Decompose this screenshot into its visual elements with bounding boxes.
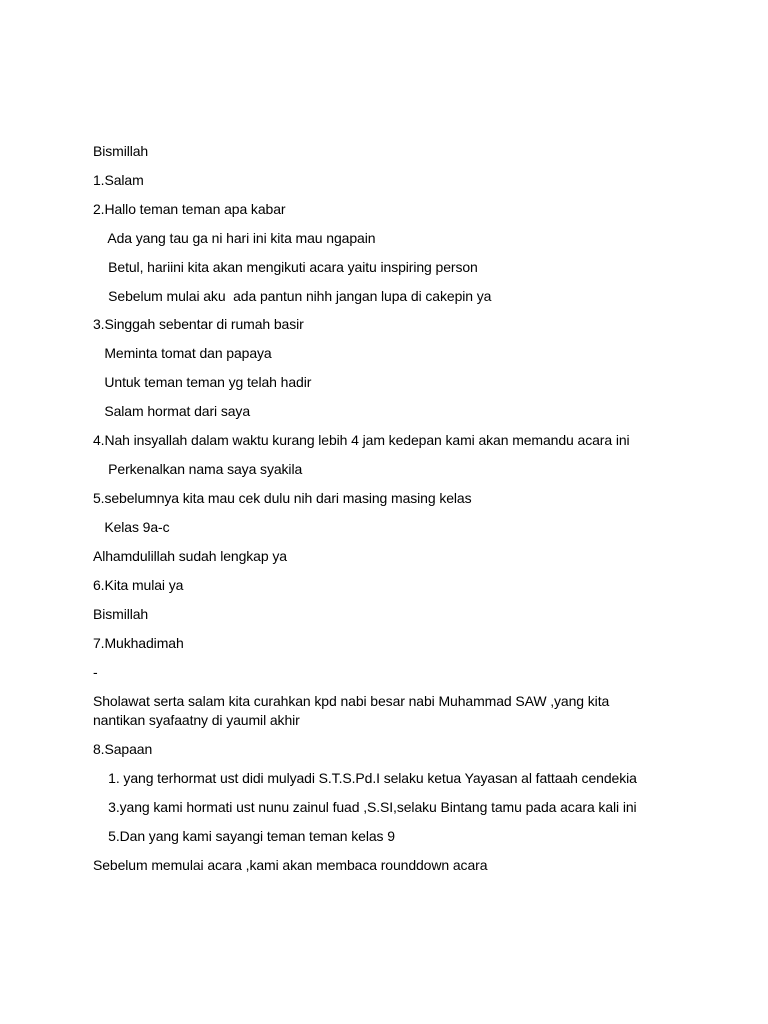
text-line: 7.Mukhadimah xyxy=(93,635,184,651)
text-line: Untuk teman teman yg telah hadir xyxy=(93,374,312,390)
text-paragraph: Sholawat serta salam kita curahkan kpd nabi besar nabi Muhammad SAW ,yang kita nantikan syafaatny di yaumil akhir xyxy=(93,693,610,728)
text-line: - xyxy=(93,664,98,680)
text-line: 6.Kita mulai ya xyxy=(93,577,184,593)
text-line: 8.Sapaan xyxy=(93,741,153,757)
text-line: 1. yang terhormat ust didi mulyadi S.T.S.Pd.I selaku ketua Yayasan al fattaah cendekia xyxy=(93,770,637,786)
text-line: 3.Singgah sebentar di rumah basir xyxy=(93,316,304,332)
text-line: Betul, hariini kita akan mengikuti acara yaitu inspiring person xyxy=(93,259,478,275)
text-line: Perkenalkan nama saya syakila xyxy=(93,461,303,477)
text-line: Meminta tomat dan papaya xyxy=(93,345,272,361)
text-line: Bismillah xyxy=(93,143,149,159)
text-line: 5.Dan yang kami sayangi teman teman kelas 9 xyxy=(93,828,395,844)
text-line: 3.yang kami hormati ust nunu zainul fuad ,S.SI,selaku Bintang tamu pada acara kali ini xyxy=(93,799,637,815)
text-line: 2.Hallo teman teman apa kabar xyxy=(93,201,286,217)
text-line: Sebelum mulai aku ada pantun nihh jangan lupa di cakepin ya xyxy=(93,288,492,304)
text-line: 4.Nah insyallah dalam waktu kurang lebih 4 jam kedepan kami akan memandu acara ini xyxy=(93,432,630,448)
text-line: Salam hormat dari saya xyxy=(93,403,251,419)
text-line: Kelas 9a-c xyxy=(93,519,170,535)
text-line: Bismillah xyxy=(93,606,149,622)
text-line: 5.sebelumnya kita mau cek dulu nih dari masing masing kelas xyxy=(93,490,472,506)
text-line: Alhamdulillah sudah lengkap ya xyxy=(93,548,287,564)
text-line: 1.Salam xyxy=(93,172,144,188)
text-line: Ada yang tau ga ni hari ini kita mau ngapain xyxy=(93,230,376,246)
text-line: Sebelum memulai acara ,kami akan membaca rounddown acara xyxy=(93,857,488,873)
